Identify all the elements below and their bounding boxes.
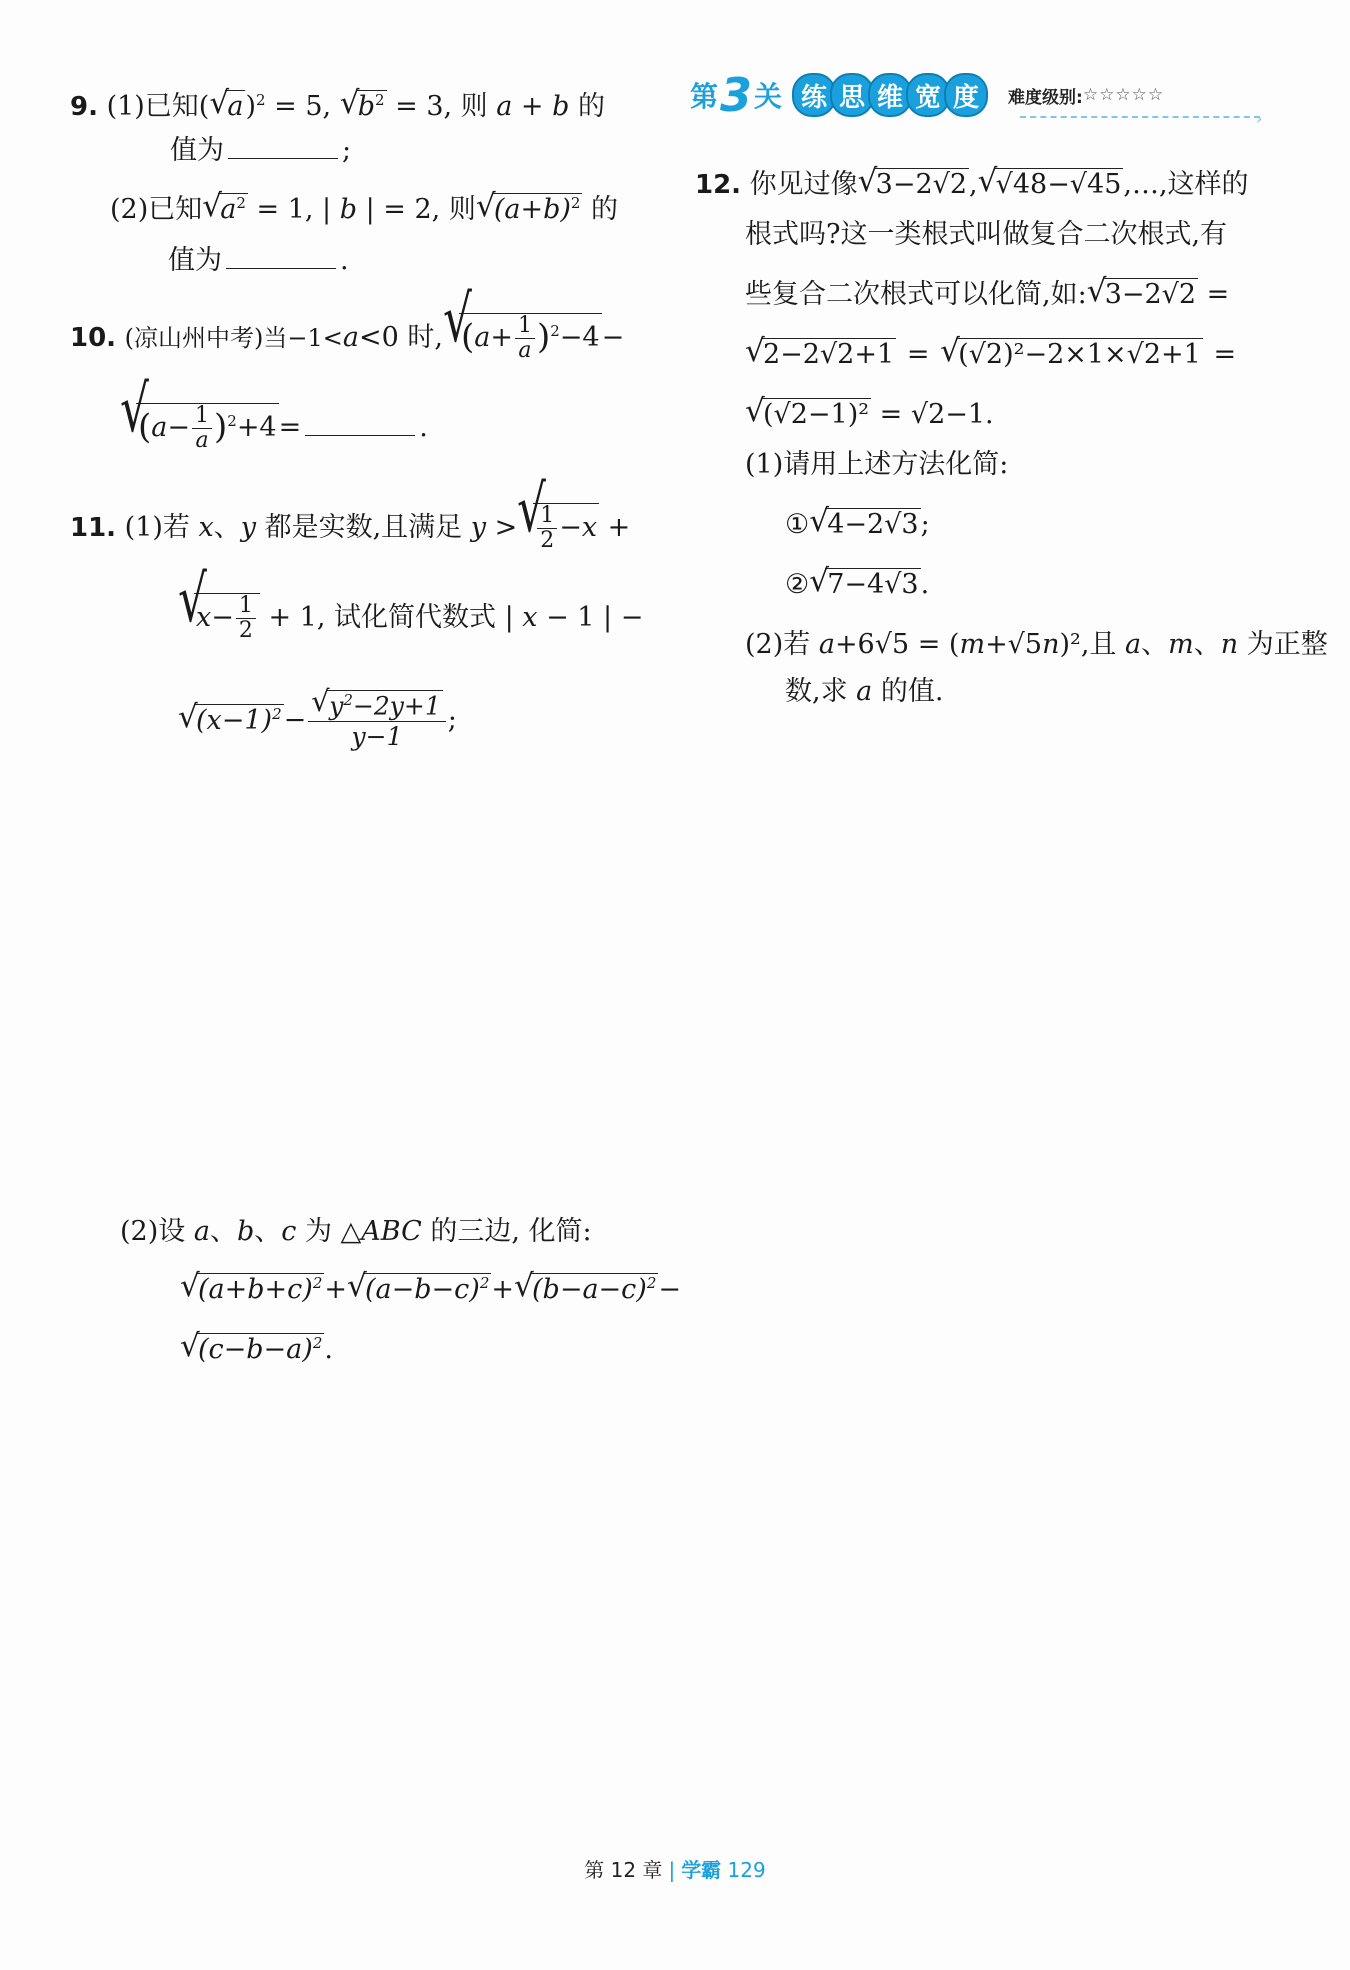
q11-part1-line3: √ $(x-1)^2-$ √ $\frac{y^2-2y+1}{y-1}$ ; <box>178 690 457 752</box>
q12-item2: ②√ 7−4√3. <box>785 565 929 605</box>
answer-blank[interactable] <box>226 240 336 269</box>
q11-part1-line1: 11. (1)若 x、y 都是实数,且满足 y > √ $\frac{1}{2}$ −x + <box>70 500 630 556</box>
title-char: 宽 <box>906 73 950 117</box>
q10-line2: √ (a− $\frac{1}{a}$ )$^2$+4= . <box>120 400 428 456</box>
q9-part2-line1: (2)已知√ $a^2 = 1$, | b | = 2, 则√ $(a+b)^2$ 的 <box>110 190 618 230</box>
q12-item1: ①√ 4−2√3; <box>785 505 930 545</box>
q9-part1-line1: 9. (1)已知(√ a)$^2$ = 5, √ $b^2 = 3$, 则 a + b 的 <box>70 80 605 127</box>
q12-line5: √ (√2−1)² = √2−1. <box>745 395 994 435</box>
q9-part2-line2: 值为 . <box>168 240 349 281</box>
section-title <box>792 73 982 117</box>
page-number: 129 <box>727 1858 766 1882</box>
title-char: 练 <box>792 73 836 117</box>
q12-line4: √ 2−2√2+1 =√ (√2)²−2×1×√2+1 = <box>745 335 1247 375</box>
q9-part1-line2: 值为 ; <box>170 130 351 171</box>
q11-part2-line1: (2)设 a、b、c 为 △ABC 的三边, 化简: <box>120 1216 592 1247</box>
title-char: 维 <box>868 73 912 117</box>
title-char: 思 <box>830 73 874 117</box>
q11-part2-line3: √ $(c-b-a)^2$. <box>180 1330 333 1370</box>
q12-sub2-line1: (2)若 a+6√5 = (m+√5n)²,且 a、m、n 为正整 <box>745 629 1328 660</box>
q12-line3: 些复合二次根式可以化简,如:√ 3−2√2 = <box>745 275 1229 315</box>
chapter-label: 第 12 章 <box>584 1858 663 1882</box>
q12-sub1: (1)请用上述方法化简: <box>745 449 1009 480</box>
brand-name: 学霸 <box>681 1858 722 1882</box>
page-footer <box>0 1854 1350 1883</box>
q10-line1: 10. (凉山州中考)当−1<a<0 时,√ (a+ $\frac{1}{a}$ )$^2$−4− <box>70 310 624 366</box>
title-char: 度 <box>944 73 988 117</box>
difficulty-stars: ☆☆☆☆☆ <box>1082 85 1165 105</box>
level-suffix: 关 <box>754 80 783 113</box>
q12-line1: 12. 你见过像√ 3−2√2,√ √48−√45,…,这样的 <box>695 165 1249 205</box>
answer-blank[interactable] <box>305 407 415 436</box>
header-divider-arrow-icon: › <box>1256 109 1263 128</box>
q11-part1-line2: √ x− $\frac{1}{2}$ + 1, 试化简代数式 | x − 1 | − <box>178 590 643 646</box>
header-divider <box>1020 116 1260 118</box>
difficulty-label: 难度级别: <box>1008 87 1083 108</box>
level-prefix: 第 <box>690 80 719 113</box>
section-header <box>690 70 1164 120</box>
answer-blank[interactable] <box>228 130 338 159</box>
level-number: 3 <box>720 68 753 122</box>
q11-part2-line2: √ $(a+b+c)^2+√$ $(a-b-c)^2+√$ $(b-a-c)^2-$ <box>180 1270 681 1310</box>
q12-sub2-line2: 数,求 a 的值. <box>785 676 944 707</box>
q12-line2: 根式吗?这一类根式叫做复合二次根式,有 <box>745 219 1228 250</box>
footer-separator: | <box>668 1858 676 1882</box>
